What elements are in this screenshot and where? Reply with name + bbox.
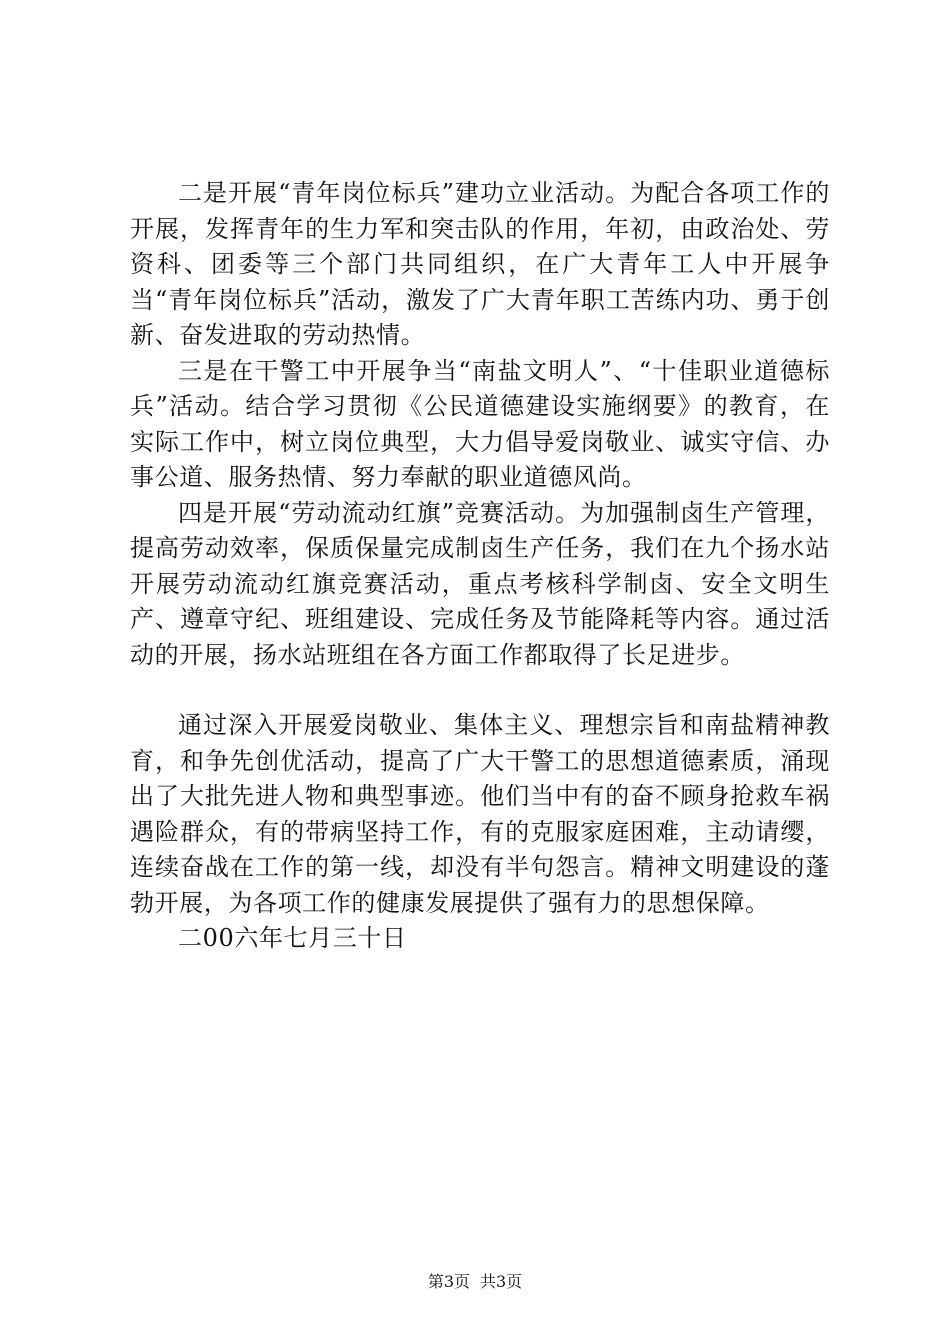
document-date: 二00六年七月三十日 [178, 924, 407, 952]
paragraph-civilized-person: 三是在干警工中开展争当“南盐文明人”、“十佳职业道德标兵”活动。结合学习贯彻《公民道德建设实施纲要》的教育，在实际工作中，树立岗位典型，大力倡导爱岗敬业、诚实守信、办事公道、服务热情、努力奉献的职业道德风尚。 [130, 356, 830, 491]
paragraph-summary: 通过深入开展爱岗敬业、集体主义、理想宗旨和南盐精神教育，和争先创优活动，提高了广大干警工的思想道德素质，涌现出了大批先进人物和典型事迹。他们当中有的奋不顾身抢救车祸遇险群众，有的带病坚持工作，有的克服家庭困难，主动请缨，连续奋战在工作的第一线，却没有半句怨言。精神文明建设的蓬勃开展，为各项工作的健康发展提供了强有力的思想保障。 [130, 711, 830, 917]
paragraph-red-flag-competition: 四是开展“劳动流动红旗”竞赛活动。为加强制卤生产管理，提高劳动效率，保质保量完成制卤生产任务，我们在九个扬水站开展劳动流动红旗竞赛活动，重点考核科学制卤、安全文明生产、遵章守纪、班组建设、完成任务及节能降耗等内容。通过活动的开展，扬水站班组在各方面工作都取得了长足进步。 [130, 498, 830, 669]
page-number-current: 第3页 [427, 1272, 470, 1291]
page-number-total: 共3页 [480, 1272, 523, 1291]
document-body [130, 176, 830, 957]
paragraph-youth-post-model: 二是开展“青年岗位标兵”建功立业活动。为配合各项工作的开展，发挥青年的生力军和突击队的作用，年初，由政治处、劳资科、团委等三个部门共同组织，在广大青年工人中开展争当“青年岗位标兵”活动，激发了广大青年职工苦练内功、勇于创新、奋发进取的劳动热情。 [130, 179, 830, 349]
page-footer [0, 1272, 950, 1292]
